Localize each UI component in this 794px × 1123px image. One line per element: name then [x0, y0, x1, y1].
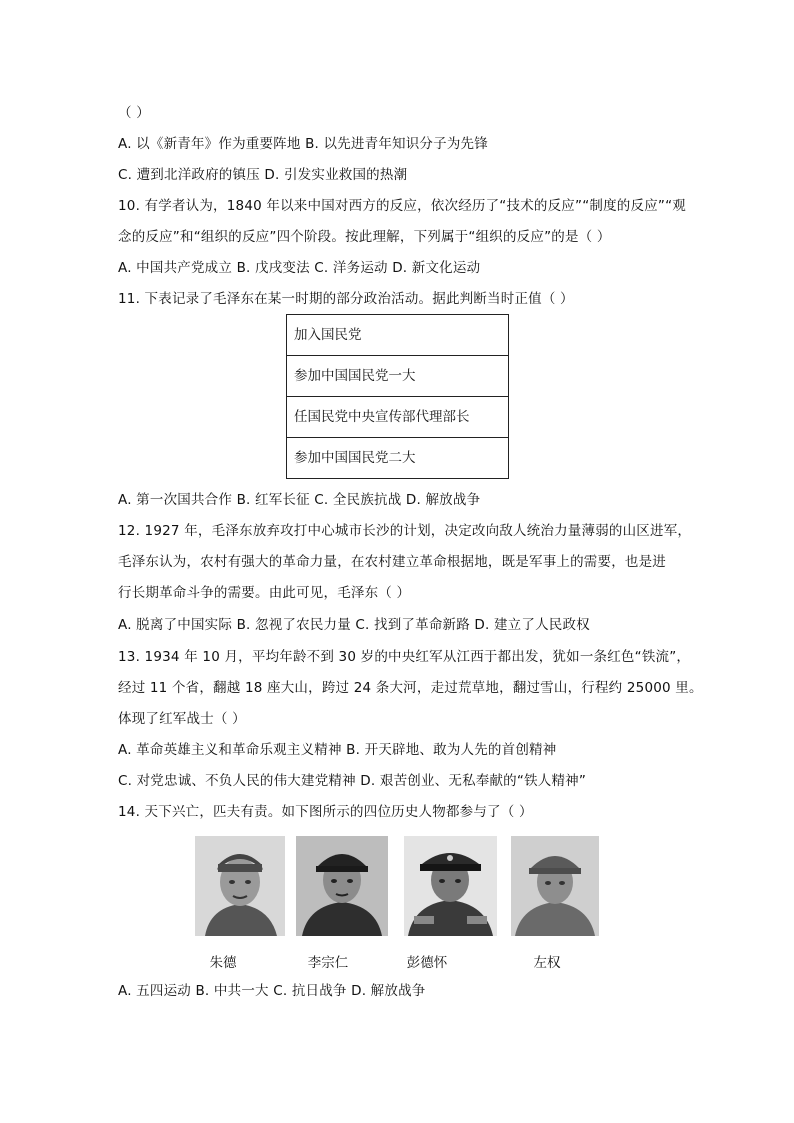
q14-options: A. 五四运动 B. 中共一大 C. 抗日战争 D. 解放战争: [118, 983, 426, 999]
q10-stem-line2: 念的反应”和“组织的反应”四个阶段。按此理解，下列属于“组织的反应”的是（ ）: [118, 229, 611, 245]
q13-options-ab: A. 革命英雄主义和革命乐观主义精神 B. 开天辟地、敢为人先的首创精神: [118, 742, 557, 758]
q10-options: A. 中国共产党成立 B. 戊戌变法 C. 洋务运动 D. 新文化运动: [118, 260, 481, 276]
table-row: 参加中国国民党一大: [287, 356, 508, 397]
q14-stem: 14. 天下兴亡，匹夫有责。如下图所示的四位历史人物都参与了（ ）: [118, 804, 533, 820]
q9-answer-bracket: （ ）: [118, 105, 150, 121]
q9-options-ab: A. 以《新青年》作为重要阵地 B. 以先进青年知识分子为先锋: [118, 136, 488, 152]
caption-zuo-quan: 左权: [533, 955, 561, 971]
q11-activity-table: [286, 314, 509, 479]
q10-stem-line1: 10. 有学者认为，1840 年以来中国对西方的反应，依次经历了“技术的反应”“制度的反应”“观: [118, 198, 686, 214]
table-row: 任国民党中央宣传部代理部长: [287, 397, 508, 438]
portrait-zhu-de: [195, 836, 285, 936]
q11-stem: 11. 下表记录了毛泽东在某一时期的部分政治活动。据此判断当时正值（ ）: [118, 291, 574, 307]
q13-stem-line2: 经过 11 个省，翻越 18 座大山，跨过 24 条大河，走过荒草地，翻过雪山，行程约 25000 里。: [118, 680, 703, 696]
q12-stem-line1: 12. 1927 年，毛泽东放弃攻打中心城市长沙的计划，决定改向敌人统治力量薄弱的山区进军，: [118, 523, 692, 539]
portrait-peng-dehuai: [404, 836, 497, 936]
q13-stem-line3: 体现了红军战士（ ）: [118, 711, 246, 727]
q13-options-cd: C. 对党忠诚、不负人民的伟大建党精神 D. 艰苦创业、无私奉献的“铁人精神”: [118, 773, 587, 789]
caption-li-zongren: 李宗仁: [307, 955, 349, 971]
portrait-zuo-quan: [511, 836, 599, 936]
caption-zhu-de: 朱德: [209, 955, 237, 971]
table-row: 参加中国国民党二大: [287, 438, 508, 479]
q12-stem-line2: 毛泽东认为，农村有强大的革命力量，在农村建立革命根据地，既是军事上的需要，也是进: [118, 554, 666, 570]
q12-options: A. 脱离了中国实际 B. 忽视了农民力量 C. 找到了革命新路 D. 建立了人民政权: [118, 617, 590, 633]
table-row: 加入国民党: [287, 315, 508, 356]
portrait-li-zongren: [296, 836, 388, 936]
q9-options-cd: C. 遭到北洋政府的镇压 D. 引发实业救国的热潮: [118, 167, 408, 183]
q11-options: A. 第一次国共合作 B. 红军长征 C. 全民族抗战 D. 解放战争: [118, 492, 481, 508]
caption-peng-dehuai: 彭德怀: [406, 955, 448, 971]
q12-stem-line3: 行长期革命斗争的需要。由此可见，毛泽东（ ）: [118, 585, 411, 601]
q13-stem-line1: 13. 1934 年 10 月，平均年龄不到 30 岁的中央红军从江西于都出发，犹如一条红色“铁流”，: [118, 649, 691, 665]
